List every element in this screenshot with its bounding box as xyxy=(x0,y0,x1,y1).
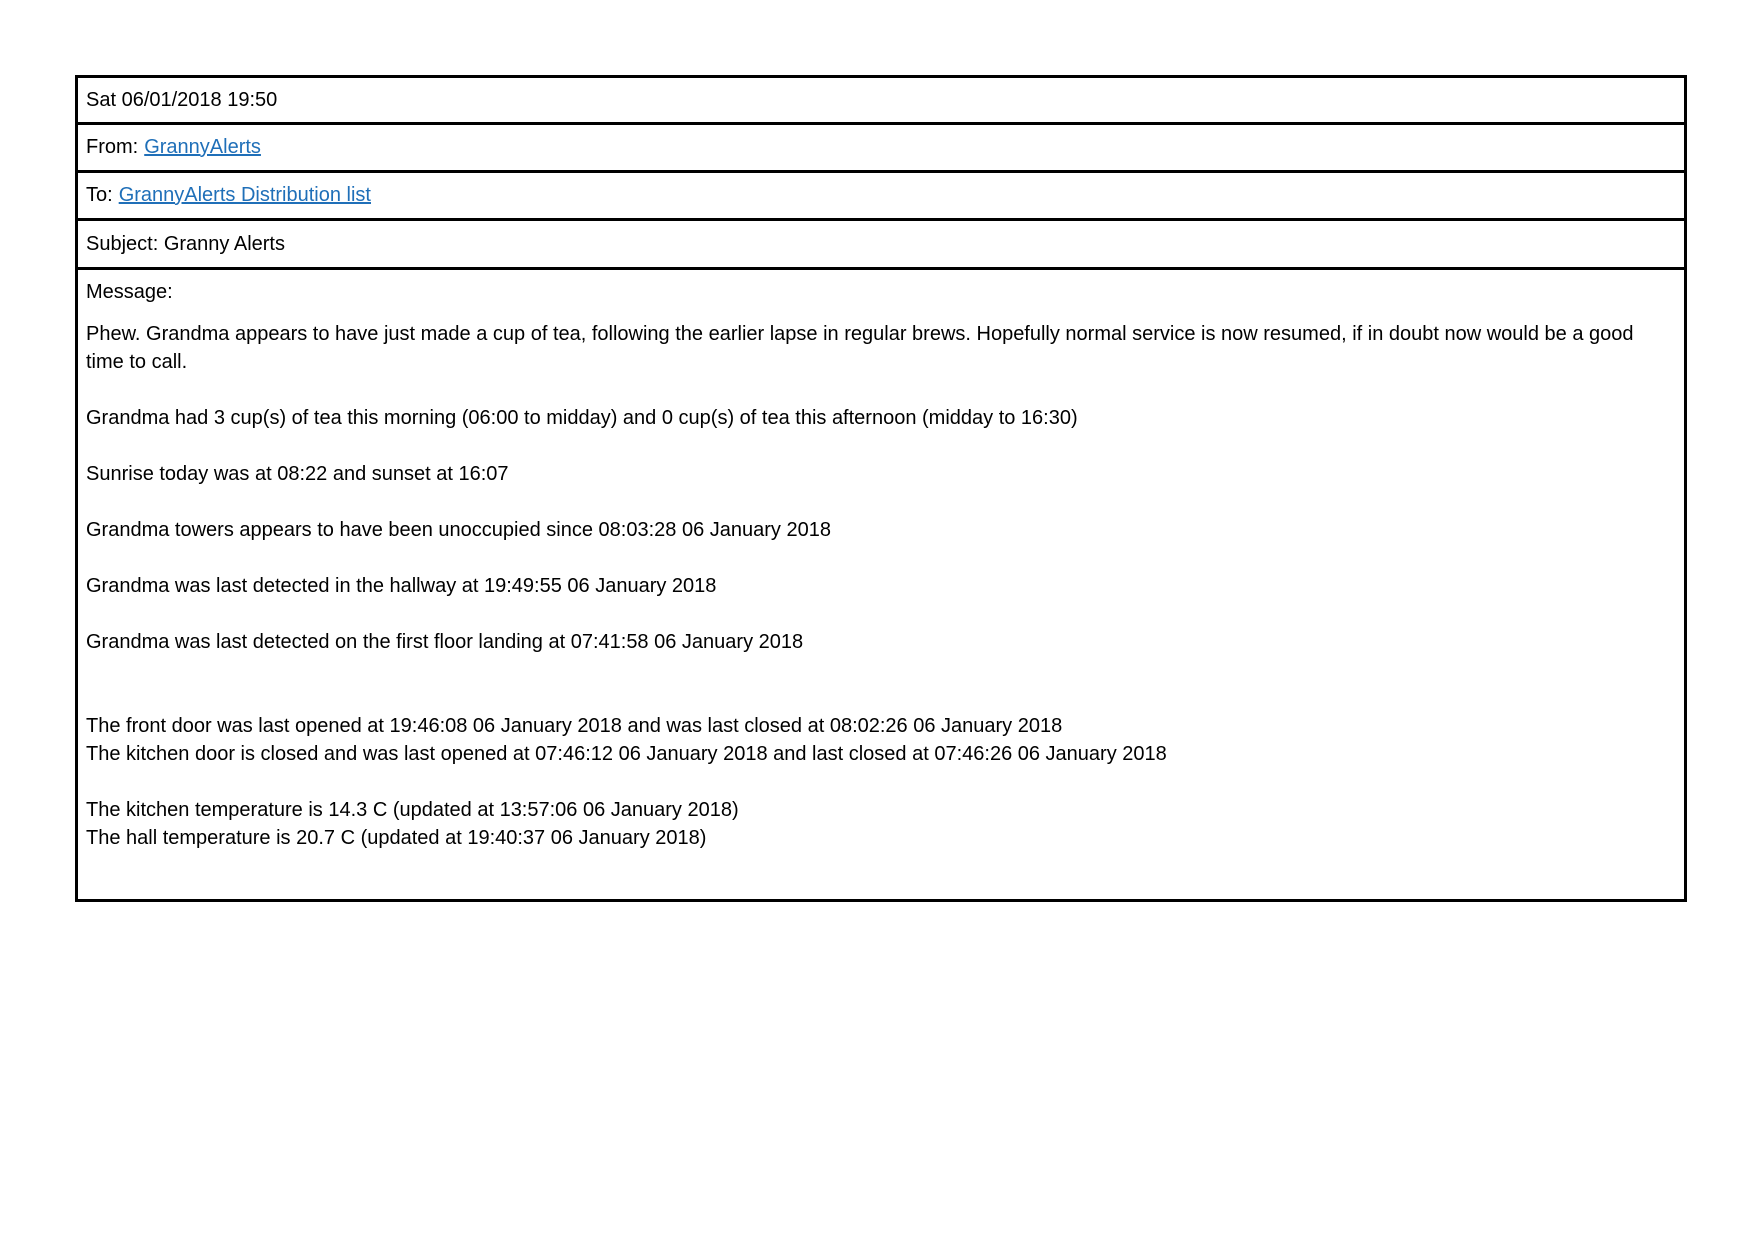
from-row xyxy=(78,125,1684,173)
message-paragraph-kitchen-door: The kitchen door is closed and was last opened at 07:46:12 06 January 2018 and last closed at 07:46:26 06 January 2018 xyxy=(86,743,1167,765)
message-paragraph-kitchen-temp: The kitchen temperature is 14.3 C (updated at 13:57:06 06 January 2018) xyxy=(86,799,739,821)
message-paragraph-hall-temp: The hall temperature is 20.7 C (updated at 19:40:37 06 January 2018) xyxy=(86,827,707,849)
subject-row xyxy=(78,221,1684,270)
email-record-table xyxy=(75,75,1687,902)
message-paragraph-unoccupied: Grandma towers appears to have been unoccupied since 08:03:28 06 January 2018 xyxy=(86,519,831,541)
date-row xyxy=(78,78,1684,125)
message-paragraph-sunrise: Sunrise today was at 08:22 and sunset at 16:07 xyxy=(86,463,509,485)
message-paragraph-front-door: The front door was last opened at 19:46:08 06 January 2018 and was last closed at 08:02:26 06 January 2018 xyxy=(86,715,1063,737)
to-row xyxy=(78,173,1684,221)
message-label: Message: xyxy=(86,281,173,303)
date-text: Sat 06/01/2018 19:50 xyxy=(86,88,278,111)
message-paragraph-tea-made: Phew. Grandma appears to have just made a cup of tea, following the earlier lapse in regular brews. Hopefully normal service is now resumed, if in doubt now would be a good time to call. xyxy=(86,323,1634,373)
subject-text: Subject: Granny Alerts xyxy=(86,232,285,255)
from-link[interactable]: GrannyAlerts xyxy=(144,136,261,158)
message-body xyxy=(78,270,1684,899)
to-link[interactable]: GrannyAlerts Distribution list xyxy=(118,184,371,206)
message-paragraph-tea-count: Grandma had 3 cup(s) of tea this morning (06:00 to midday) and 0 cup(s) of tea this afternoon (midday to 16:30) xyxy=(86,407,1078,429)
message-paragraph-hallway: Grandma was last detected in the hallway at 19:49:55 06 January 2018 xyxy=(86,575,717,597)
message-paragraph-landing: Grandma was last detected on the first floor landing at 07:41:58 06 January 2018 xyxy=(86,631,804,653)
to-label: To: xyxy=(86,184,113,206)
from-label: From: xyxy=(86,136,139,158)
